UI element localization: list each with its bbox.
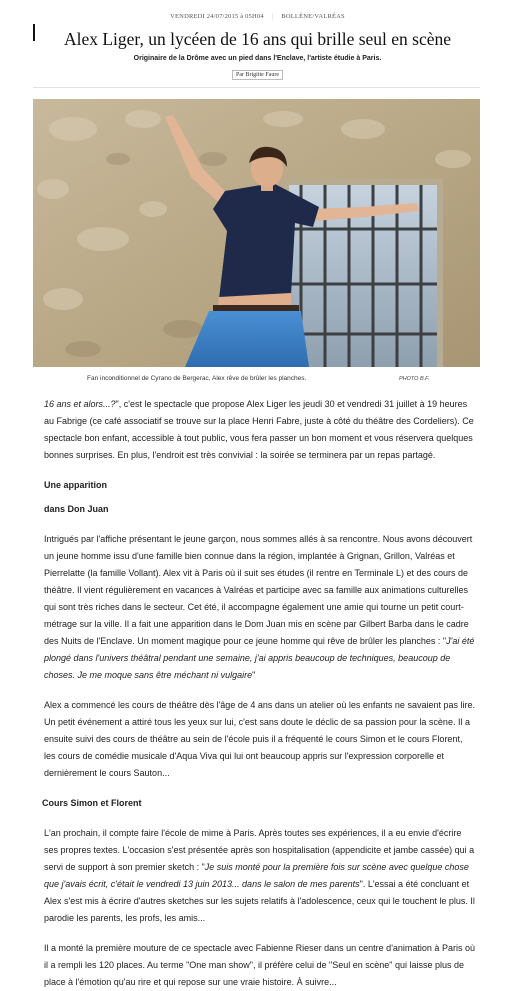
article-body — [44, 396, 476, 991]
paragraph-1: 16 ans et alors...?", c'est le spectacle que propose Alex Liger les jeudi 30 et vendredi 31 juillet à 19 heures au Fabrige (ce café associatif se trouve sur la place Henri Fabre, juste à côté du théâtre des Cordeliers). Ce spectacle bon enfant, accessible à tout public, vous fera passer un bon moment et vous réservera quelques bonnes surprises. En plus, l'endroit est très convivial : la soirée se terminera par un repas partagé. — [44, 399, 474, 460]
photo-illustration — [33, 99, 480, 367]
photo-caption: Fan inconditionnel de Cyrano de Bergerac, Alex rêve de brûler les planches. — [87, 375, 307, 382]
quote-1: J'ai été plongé dans l'univers théâtral pendant une semaine, j'ai appris beaucoup de techniques, beaucoup de choses. Je me moque sans être méchant ni vulgaire — [44, 636, 475, 680]
author-byline[interactable]: Par Brigitte Faure — [232, 70, 283, 80]
subheading-cours: Cours Simon et Florent — [42, 798, 142, 808]
photo-credit: PHOTO B.F. — [399, 376, 430, 382]
paragraph-5: Il a monté la première mouture de ce spectacle avec Fabienne Rieser dans un centre d'animation à Paris où il a rempli les 120 places. Au terme "One man show", il préfère celui de "Seul en scène" qui laisse plus de place à l'émotion qu'au rire et qui repose sur une vraie histoire. À suivre... — [44, 943, 475, 987]
subheading-apparition: Une apparition — [44, 480, 108, 490]
subheading-don-juan: dans Don Juan — [44, 504, 109, 514]
article-location: BOLLÈNE/VALRÉAS — [281, 13, 345, 20]
quote-2: Je suis monté pour la première fois sur scène avec quelque chose que j'avais écrit, c'était le vendredi 13 juin 2013... dans le salon de mes parents — [44, 862, 469, 889]
article-author — [0, 70, 515, 80]
article-title: Alex Liger, un lycéen de 16 ans qui brille seul en scène — [63, 29, 452, 49]
meta-separator: | — [271, 13, 274, 20]
article-meta — [0, 13, 515, 20]
paragraph-3: Alex a commencé les cours de théâtre dès l'âge de 4 ans dans un atelier où les enfants ne savaient pas lire. Un petit événement a attiré tous les yeux sur lui, c'est sans doute le déclic de sa passion pour la scène. Il a ensuite suivi des cours de théâtre au sein de l'école puis il a fréquenté le cours Simon et le cours Florent, les cours de comédie musicale d'Aqua Viva qui lui ont beaucoup appris sur l'expression corporelle et dernièrement le cours Sauton... — [44, 700, 475, 778]
header-divider — [33, 87, 480, 88]
paragraph-2: Intrigués par l'affiche présentant le jeune garçon, nous sommes allés à sa rencontre. Nous avons découvert un jeune homme issu d'une famille bien connue dans la région, implantée à Grignan, Grillon, Valréas et Pierrelatte (la famille Vollant). Alex vit à Paris où il suit ses études (il rentre en Terminale L) et des cours de théâtre. Il vient régulièrement en vacances à Valréas et participe avec sa famille aux animations culturelles qui sont très riches dans le secteur. Cet été, il accompagne également une amie qui tourne un petit court-métrage sur la ville. Il a fait une apparition dans le Dom Juan mis en scène par Gilbert Barba dans le cadre des Nuits de l'Enclave. Un moment magique pour ce jeune homme qui rêve de brûler les planches : "J'ai été plongé dans l'univers théâtral pendant une semaine, j'ai appris beaucoup de techniques, beaucoup de choses. Je me moque sans être méchant ni vulgaire" — [44, 534, 475, 680]
show-title: 16 ans et alors...? — [44, 399, 116, 409]
article-date: VENDREDI 24/07/2015 à 05H04 — [170, 13, 264, 20]
article-photo — [33, 99, 480, 367]
paragraph-4: L'an prochain, il compte faire l'école de mime à Paris. Après toutes ses expériences, il a eu envie d'écrire ses propres textes. L'occasion s'est présentée après son hospitalisation (appendicite et jambe cassée) qui a servi de support à son premier sketch : "Je suis monté pour la première fois sur scène avec quelque chose que j'avais écrit, c'était le vendredi 13 juin 2013... dans le salon de mes parents". L'essai a été concluant et Alex s'est mis à écrire d'autres sketches sur les sujets relatifs à l'adolescence, ceux qui le touchent le plus. Il parodie les parents, les profs, les amis... — [44, 828, 475, 923]
article-subtitle: Originaire de la Drôme avec un pied dans l'Enclave, l'artiste étudie à Paris. — [133, 55, 382, 62]
